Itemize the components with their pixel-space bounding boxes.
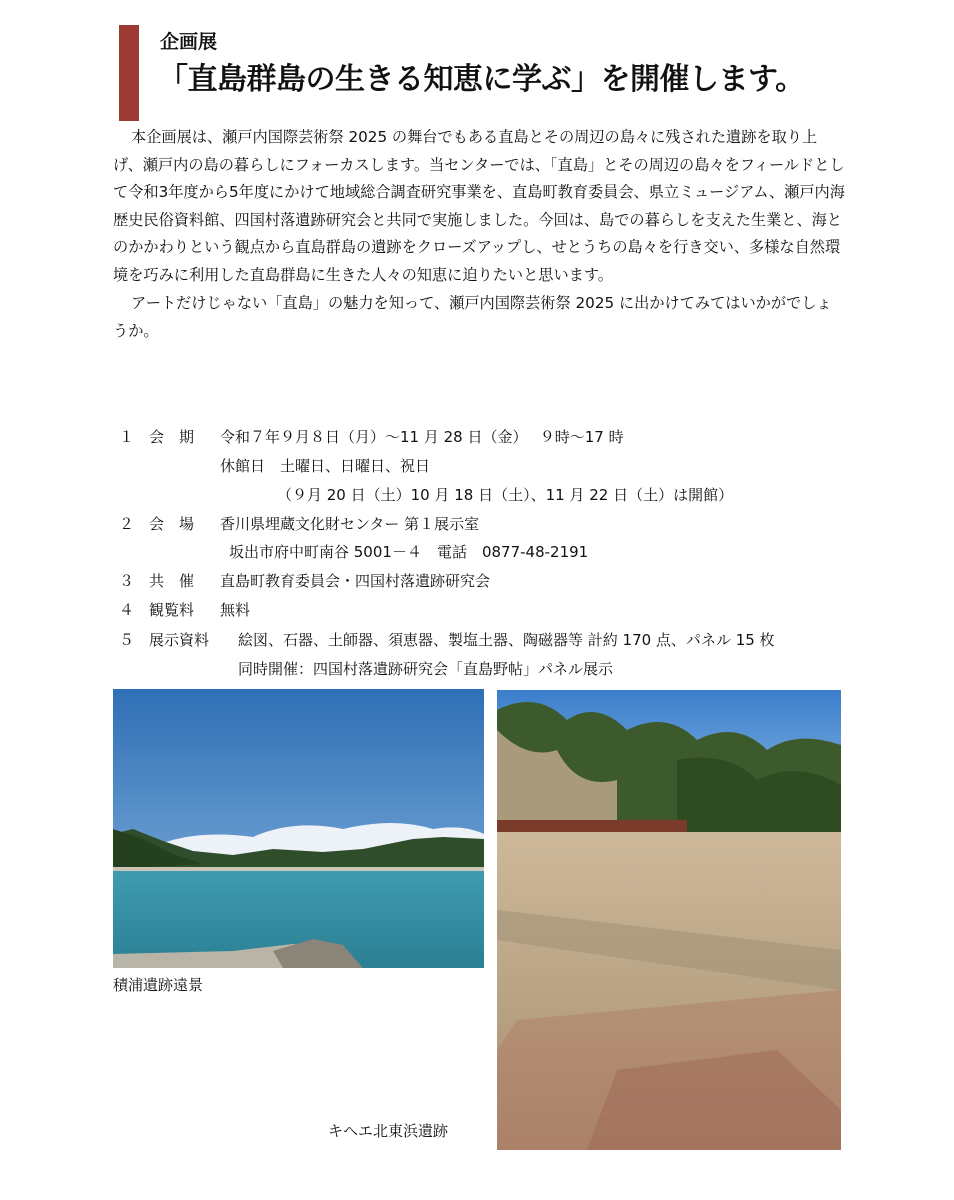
detail-number: ５ bbox=[119, 631, 135, 649]
detail-value: （９月 20 日（土）10 月 18 日（土）、11 月 22 日（土）は開館） bbox=[277, 486, 734, 504]
detail-label: 展示資料 bbox=[149, 631, 210, 649]
detail-value: 絵図、石器、土師器、須恵器、製塩土器、陶磁器等 計約 170 点、パネル 15 枚 bbox=[238, 631, 775, 649]
photo-caption-right: キヘエ北東浜遺跡 bbox=[328, 1122, 449, 1140]
detail-label: 共 催 bbox=[149, 572, 195, 590]
detail-value: 令和７年９月８日（月）～11 月 28 日（金） ９時～17 時 bbox=[220, 428, 624, 446]
detail-number: ２ bbox=[119, 515, 135, 533]
detail-label: 会 場 bbox=[149, 515, 195, 533]
intro-text bbox=[113, 124, 845, 345]
detail-value: 同時開催：四国村落遺跡研究会「直島野帖」パネル展示 bbox=[238, 660, 614, 678]
detail-value: 直島町教育委員会・四国村落遺跡研究会 bbox=[220, 572, 491, 590]
detail-value: 休館日 土曜日、日曜日、祝日 bbox=[220, 457, 431, 475]
detail-label: 会 期 bbox=[149, 428, 195, 446]
intro-paragraph-1: 本企画展は、瀬戸内国際芸術祭 2025 の舞台でもある直島とその周辺の島々に残された遺跡を取り上げ、瀬戸内の島の暮らしにフォーカスします。当センターでは、「直島」とその周辺の島々をフィールドとして令和3年度から5年度にかけて地域総合調査研究事業を、直島町教育委員会、県立ミュージアム、瀬戸内海歴史民俗資料館、四国村落遺跡研究会と共同で実施しました。今回は、島での暮らしを支えた生業と、海とのかかわりという観点から直島群島の遺跡をクローズアップし、せとうちの島々を行き交い、多様な自然環境を巧みに利用した直島群島に生きた人々の知恵に迫りたいと思います。 bbox=[113, 128, 845, 284]
accent-bar bbox=[119, 25, 139, 121]
intro-paragraph-2: アートだけじゃない「直島」の魅力を知って、瀬戸内国際芸術祭 2025 に出かけてみてはいかがでしょうか。 bbox=[113, 294, 832, 340]
page-title: 「直島群島の生きる知恵に学ぶ」を開催します。 bbox=[158, 62, 805, 97]
detail-value: 香川県埋蔵文化財センター 第１展示室 bbox=[220, 515, 480, 533]
photo-tsumiura-site bbox=[113, 689, 484, 968]
detail-label: 観覧料 bbox=[149, 601, 195, 619]
photo-caption-left: 積浦遺跡遠景 bbox=[113, 976, 204, 994]
detail-number: ４ bbox=[119, 601, 135, 619]
exhibition-kicker: 企画展 bbox=[160, 31, 218, 53]
detail-value: 坂出市府中町南谷 5001－４ 電話 0877-48-2191 bbox=[229, 543, 589, 561]
photo-kihee-hokutouhama-site bbox=[497, 690, 841, 1150]
detail-number: ３ bbox=[119, 572, 135, 590]
detail-number: １ bbox=[119, 428, 135, 446]
detail-value: 無料 bbox=[220, 601, 251, 619]
